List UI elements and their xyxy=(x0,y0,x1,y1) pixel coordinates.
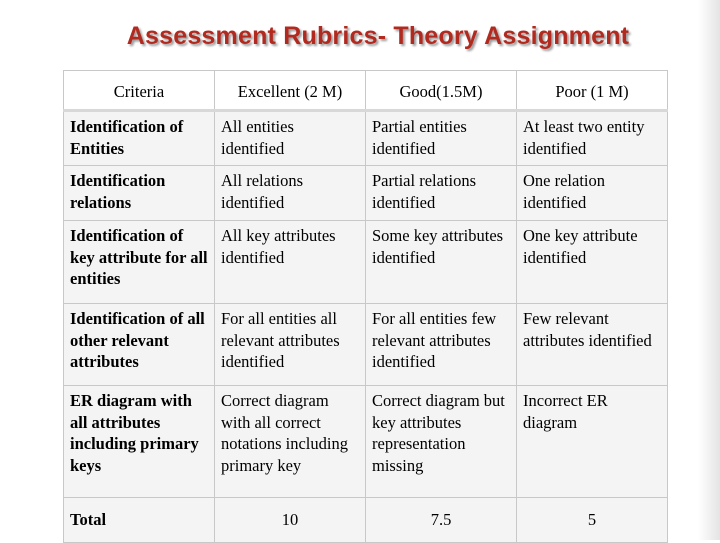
table-row xyxy=(64,111,668,166)
excellent-cell: For all entities all relevant attributes identified xyxy=(215,304,366,386)
poor-cell: Few relevant attributes identified xyxy=(517,304,668,386)
table-row xyxy=(64,304,668,386)
poor-cell: One relation identified xyxy=(517,166,668,221)
poor-cell: One key attribute identified xyxy=(517,221,668,304)
criteria-cell: Identification of all other relevant attributes xyxy=(64,304,215,386)
criteria-cell: Identification of key attribute for all entities xyxy=(64,221,215,304)
excellent-cell: Correct diagram with all correct notations including primary key xyxy=(215,386,366,498)
header-excellent: Excellent (2 M) xyxy=(215,71,366,111)
poor-cell: Incorrect ER diagram xyxy=(517,386,668,498)
header-good: Good(1.5M) xyxy=(366,71,517,111)
criteria-cell: Identification relations xyxy=(64,166,215,221)
criteria-cell: Identification of Entities xyxy=(64,111,215,166)
header-criteria: Criteria xyxy=(64,71,215,111)
total-excellent: 10 xyxy=(215,498,366,543)
good-cell: For all entities few relevant attributes identified xyxy=(366,304,517,386)
excellent-cell: All relations identified xyxy=(215,166,366,221)
good-cell: Partial relations identified xyxy=(366,166,517,221)
page-title: Assessment Rubrics- Theory Assignment xyxy=(126,22,630,50)
criteria-cell: ER diagram with all attributes including primary keys xyxy=(64,386,215,498)
poor-cell: At least two entity identified xyxy=(517,111,668,166)
total-row xyxy=(64,498,668,543)
slide-edge-shadow xyxy=(698,0,720,540)
good-cell: Partial entities identified xyxy=(366,111,517,166)
excellent-cell: All key attributes identified xyxy=(215,221,366,304)
header-poor: Poor (1 M) xyxy=(517,71,668,111)
total-poor: 5 xyxy=(517,498,668,543)
good-cell: Correct diagram but key attributes representation missing xyxy=(366,386,517,498)
header-row xyxy=(64,71,668,111)
table-row xyxy=(64,386,668,498)
total-label: Total xyxy=(64,498,215,543)
table-row xyxy=(64,166,668,221)
table-row xyxy=(64,221,668,304)
total-good: 7.5 xyxy=(366,498,517,543)
rubric-table xyxy=(63,70,668,543)
excellent-cell: All entities identified xyxy=(215,111,366,166)
good-cell: Some key attributes identified xyxy=(366,221,517,304)
